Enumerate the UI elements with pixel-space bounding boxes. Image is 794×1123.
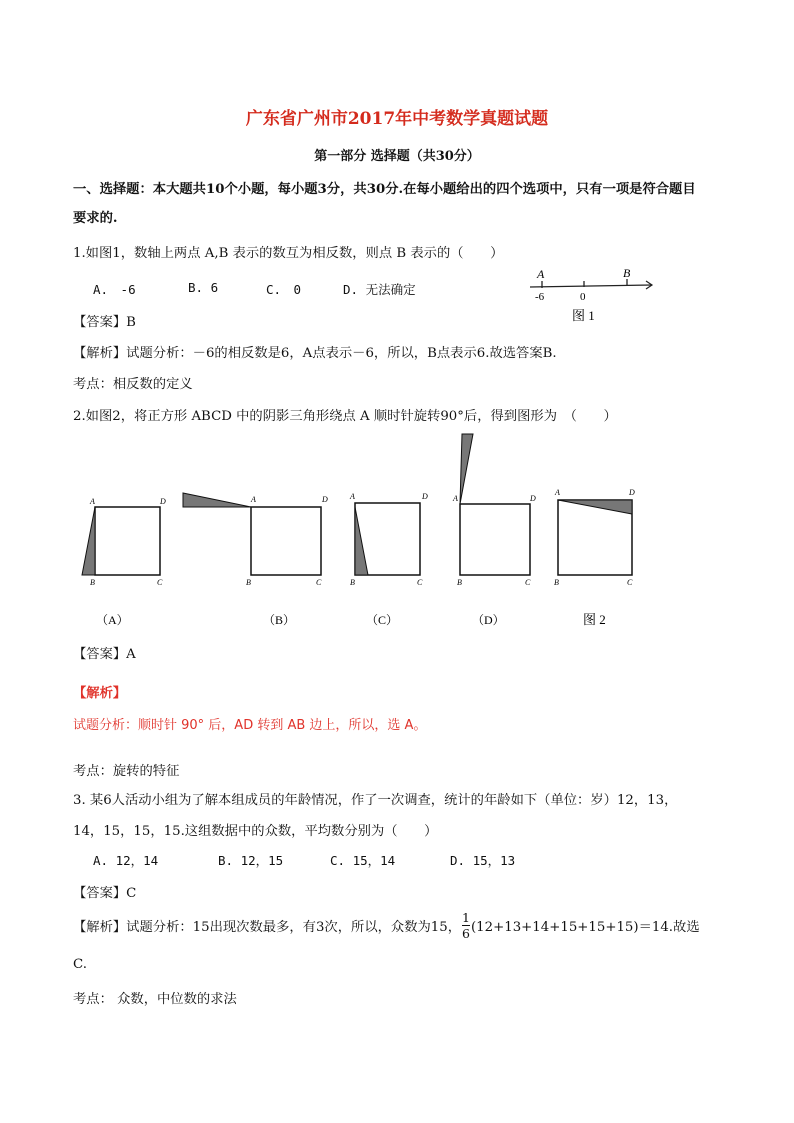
q2-figure-d [452,434,536,627]
svg-text:C: C [157,578,163,587]
q3-fraction-numerator: 1 [462,910,470,925]
q3-stem-line1: 3. 某6人活动小组为了解本组成员的年龄情况，作了一次调查，统计的年龄如下（单位：岁）12，13， [73,793,678,808]
q1-option-b: B. 6 [188,280,219,295]
q1-fig-caption: 图 1 [572,308,595,323]
q3-analysis-line2: C. [73,957,87,972]
svg-text:D: D [629,488,635,497]
q1-fig-label-a: A [537,267,545,281]
q2-caption-fig2: 图 2 [583,612,606,627]
q3-stem-line2: 14，15，15，15.这组数据中的众数，平均数分别为（ ） [73,824,438,839]
q1-option-c: C. 0 [266,282,302,297]
svg-text:C: C [525,578,531,587]
svg-text:C: C [627,578,633,587]
q3-option-b: B. 12，15 [218,853,284,868]
svg-text:B: B [554,578,559,587]
q2-caption-d: （D） [472,613,505,627]
q2-analysis: 试题分析：顺时针 90° 后，AD 转到 AB 边上，所以，选 A。 [73,718,427,733]
q2-figure-b [183,493,328,627]
svg-text:D: D [160,497,166,506]
q3-fraction-denominator: 6 [462,926,470,941]
svg-text:D: D [530,494,536,503]
svg-text:C: C [417,578,423,587]
q1-figure-number-line [520,262,660,334]
q2-kaodian: 考点：旋转的特征 [73,764,180,779]
q2-caption-c: （C） [366,613,399,627]
svg-text:C: C [316,578,322,587]
svg-text:B: B [246,578,251,587]
q2-caption-b: （B） [263,613,296,627]
q1-analysis: 【解析】试题分析：－6的相反数是6，A点表示－6，所以，B点表示6.故选答案B. [73,346,557,361]
svg-text:B: B [350,578,355,587]
q3-option-a: A. 12，14 [93,853,159,868]
q3-analysis-text: 【解析】试题分析：15出现次数最多，有3次，所以，众数为15， [73,920,462,935]
q3-analysis [73,910,700,941]
svg-text:D: D [322,495,328,504]
q1-stem: 1.如图1，数轴上两点 A,B 表示的数互为相反数，则点 B 表示的（ ） [73,246,504,261]
q2-figure-c [349,492,428,627]
q3-kaodian: 考点： 众数，中位数的求法 [73,992,237,1007]
q3-fraction [462,910,470,941]
q2-stem: 2.如图2，将正方形 ABCD 中的阴影三角形绕点 A 顺时针旋转90°后，得到图形为 （ ） [73,409,617,424]
svg-text:A: A [350,492,355,501]
svg-text:A: A [453,494,458,503]
svg-text:A: A [251,495,256,504]
q2-answer: 【答案】A [73,647,136,662]
section-header-line2: 要求的. [73,211,118,226]
q1-option-d: D. 无法确定 [343,282,416,297]
q1-fig-tick-0: 0 [580,291,586,303]
q1-fig-tick-neg6: -6 [535,291,545,303]
q3-answer: 【答案】C [73,886,137,901]
q2-figures [70,415,650,637]
q2-caption-a: （A） [96,613,129,627]
svg-text:A: A [90,497,95,506]
q3-option-d: D. 15，13 [450,853,516,868]
q2-figure-a [82,497,166,627]
q1-answer: 【答案】B [73,315,136,330]
section-subtitle: 第一部分 选择题（共30分） [314,149,480,164]
section-header-line1: 一、选择题：本大题共10个小题，每小题3分，共30分.在每小题给出的四个选项中，只有一项是符合题目 [73,182,696,197]
q2-figure-original [554,488,635,627]
svg-text:A: A [555,488,560,497]
q3-analysis-expression: (12+13+14+15+15+15)＝14.故选 [470,920,700,935]
svg-text:B: B [457,578,462,587]
q1-fig-label-b: B [623,266,631,280]
q2-analysis-head: 【解析】 [73,686,127,701]
q1-option-a: A. -6 [93,282,136,297]
page-title: 广东省广州市2017年中考数学真题试题 [245,109,549,129]
svg-text:D: D [422,492,428,501]
q3-option-c: C. 15，14 [330,853,396,868]
q1-kaodian: 考点：相反数的定义 [73,377,193,392]
svg-text:B: B [90,578,95,587]
